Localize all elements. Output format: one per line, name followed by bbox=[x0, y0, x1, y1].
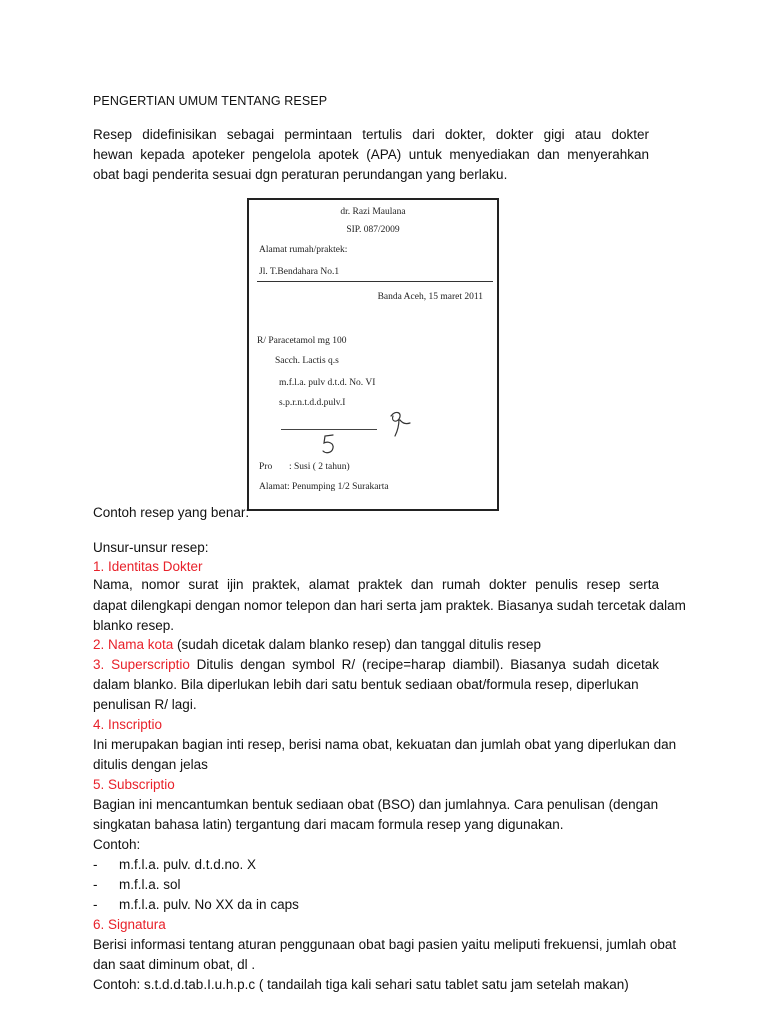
list-item: m.f.l.a. pulv. d.t.d.no. X bbox=[119, 857, 257, 872]
rx-divider bbox=[257, 281, 493, 282]
section-heading: 4. Inscriptio bbox=[93, 717, 163, 732]
list-item: m.f.l.a. sol bbox=[119, 877, 181, 892]
section-text: ditulis dengan jelas bbox=[93, 757, 208, 772]
rx-patient: : Susi ( 2 tahun) bbox=[289, 462, 350, 472]
list-item: m.f.l.a. pulv. No XX da in caps bbox=[119, 897, 299, 912]
section-text: Berisi informasi tentang aturan penggunaan obat bagi pasien yaitu meliputi frekuensi, jumlah obat bbox=[93, 937, 677, 952]
intro-line: Resep didefinisikan sebagai permintaan tertulis dari dokter, dokter gigi atau dokter bbox=[93, 127, 649, 142]
example-label: Contoh resep yang benar: bbox=[93, 505, 250, 520]
section-text: singkatan bahasa latin) tergantung dari macam formula resep yang digunakan. bbox=[93, 817, 564, 832]
section-text: Ini merupakan bagian inti resep, berisi nama obat, kekuatan dan jumlah obat yang diperlukan dan bbox=[93, 737, 677, 752]
list-dash: - bbox=[93, 857, 98, 872]
rx-sip: SIP. 087/2009 bbox=[346, 225, 400, 235]
section-3-line bbox=[93, 657, 659, 672]
section-heading: 2. Nama kota bbox=[93, 637, 174, 652]
intro-line: hewan kepada apoteker pengelola apotek (APA) untuk menyediakan dan menyerahkan bbox=[93, 147, 649, 162]
section-text: Ditulis dengan symbol R/ (recipe=harap diambil). Biasanya sudah dicetak bbox=[189, 657, 659, 672]
rx-line: m.f.l.a. pulv d.t.d. No. VI bbox=[279, 378, 376, 388]
list-dash: - bbox=[93, 897, 98, 912]
rx-line: R/ Paracetamol mg 100 bbox=[257, 336, 347, 346]
unsur-heading: Unsur-unsur resep: bbox=[93, 540, 209, 555]
section-text: dalam blanko. Bila diperlukan lebih dari satu bentuk sediaan obat/formula resep, diperlukan bbox=[93, 677, 639, 692]
section-heading: 5. Subscriptio bbox=[93, 777, 175, 792]
handwritten-paraf-icon bbox=[317, 432, 341, 456]
list-dash: - bbox=[93, 877, 98, 892]
section-text: (sudah dicetak dalam blanko resep) dan tanggal ditulis resep bbox=[173, 637, 542, 652]
rx-doctor-name: dr. Razi Maulana bbox=[340, 207, 406, 217]
section-heading: 3. Superscriptio bbox=[93, 657, 190, 672]
rx-line: Sacch. Lactis q.s bbox=[275, 356, 339, 366]
section-text: dan saat diminum obat, dl . bbox=[93, 957, 256, 972]
rx-address-label: Alamat rumah/praktek: bbox=[259, 245, 348, 255]
rx-pro-label: Pro bbox=[259, 462, 273, 472]
section-heading: 6. Signatura bbox=[93, 917, 166, 932]
section-text: penulisan R/ lagi. bbox=[93, 697, 197, 712]
section-text: Contoh: bbox=[93, 837, 141, 852]
section-heading: 1. Identitas Dokter bbox=[93, 559, 203, 574]
rx-line: s.p.r.n.t.d.d.pulv.I bbox=[279, 398, 346, 408]
rx-patient-address: Alamat: Penumping 1/2 Surakarta bbox=[259, 482, 389, 492]
section-text: Nama, nomor surat ijin praktek, alamat praktek dan rumah dokter penulis resep serta bbox=[93, 577, 659, 592]
section-text: dapat dilengkapi dengan nomor telepon dan hari serta jam praktek. Biasanya sudah tercetak dalam bbox=[93, 598, 686, 613]
section-text: Contoh: s.t.d.d.tab.I.u.h.p.c ( tandailah tiga kali sehari satu tablet satu jam setelah makan) bbox=[93, 977, 629, 992]
rx-address: Jl. T.Bendahara No.1 bbox=[259, 267, 340, 277]
prescription-sample bbox=[247, 198, 499, 511]
page-title: PENGERTIAN UMUM TENTANG RESEP bbox=[93, 94, 328, 108]
section-2 bbox=[93, 637, 541, 652]
section-text: Bagian ini mencantumkan bentuk sediaan obat (BSO) dan jumlahnya. Cara penulisan (dengan bbox=[93, 797, 659, 812]
intro-paragraph bbox=[93, 125, 649, 185]
intro-line: obat bagi penderita sesuai dgn peraturan perundangan yang berlaku. bbox=[93, 167, 508, 182]
rx-signature-line bbox=[281, 429, 377, 430]
section-text: blanko resep. bbox=[93, 618, 175, 633]
handwritten-signature-icon bbox=[383, 410, 413, 438]
rx-place-date: Banda Aceh, 15 maret 2011 bbox=[377, 292, 483, 302]
